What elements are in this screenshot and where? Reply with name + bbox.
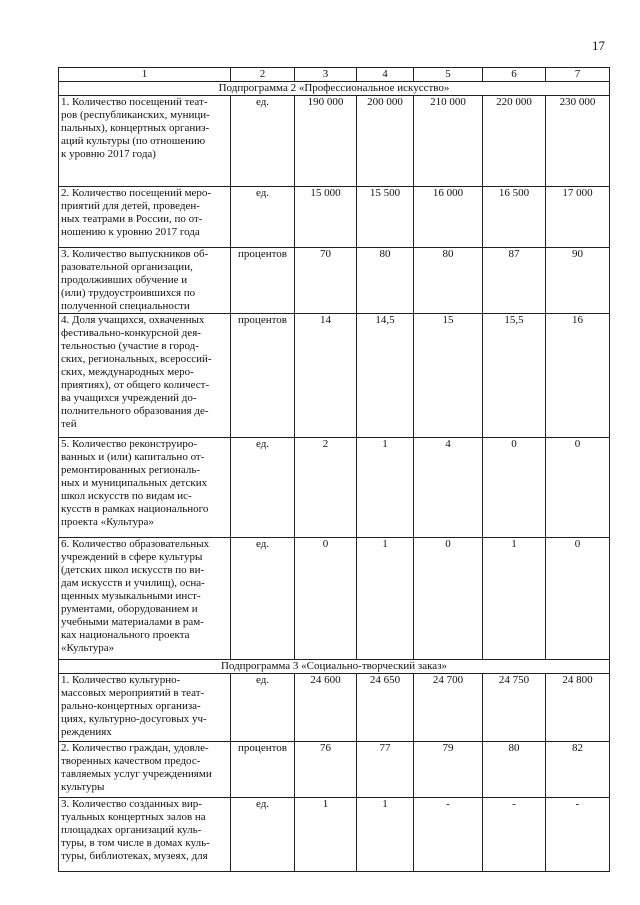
column-number: 6: [483, 68, 546, 82]
column-number: 7: [546, 68, 610, 82]
indicator-cell: 1. Количество культурно- массовых мероприятий в теат- рально-концертных организа- циях, культурно-досуговых уч- реждениях: [59, 674, 231, 742]
unit-cell: процентов: [231, 742, 295, 798]
value-cell: 0: [546, 538, 610, 660]
value-cell: 14,5: [357, 314, 414, 438]
value-cell: 16: [546, 314, 610, 438]
unit-cell: процентов: [231, 248, 295, 314]
table-row: [59, 674, 610, 742]
indicator-cell: 2. Количество посещений меро- приятий для детей, проведен- ных театрами в России, по от- ношению к уровню 2017 года: [59, 187, 231, 248]
unit-cell: ед.: [231, 674, 295, 742]
value-cell: 0: [414, 538, 483, 660]
indicator-cell: 3. Количество выпускников об- разовательной организации, продолживших обучение и (или) трудоустроившихся по полученной специальности: [59, 248, 231, 314]
unit-cell: ед.: [231, 96, 295, 187]
table-row: [59, 742, 610, 798]
value-cell: 16 500: [483, 187, 546, 248]
table-row: [59, 538, 610, 660]
value-cell: -: [546, 798, 610, 872]
value-cell: 15 000: [295, 187, 357, 248]
value-cell: -: [414, 798, 483, 872]
value-cell: 80: [483, 742, 546, 798]
table-row: [59, 96, 610, 187]
table-row: [59, 314, 610, 438]
table-row: [59, 187, 610, 248]
indicator-cell: 6. Количество образовательных учреждений в сфере культуры (детских школ искусств по ви- дам искусств и училищ), осна- щенных музыкальными инст- рументами, оборудованием и учебными материалами в рам- ках национального проекта «Культура»: [59, 538, 231, 660]
value-cell: 4: [414, 438, 483, 538]
unit-cell: ед.: [231, 187, 295, 248]
value-cell: 2: [295, 438, 357, 538]
value-cell: 76: [295, 742, 357, 798]
value-cell: 16 000: [414, 187, 483, 248]
table-row: [59, 248, 610, 314]
value-cell: 24 800: [546, 674, 610, 742]
indicator-cell: 5. Количество реконструиро- ванных и (или) капитально от- ремонтированных региональ- ных и муниципальных детских школ искусств по видам ис- кусств в рамках национального проекта «Культура»: [59, 438, 231, 538]
column-number: 2: [231, 68, 295, 82]
indicator-cell: 2. Количество граждан, удовле- творенных качеством предос- тавляемых услуг учреждениями культуры: [59, 742, 231, 798]
value-cell: 15: [414, 314, 483, 438]
column-number: 5: [414, 68, 483, 82]
value-cell: 87: [483, 248, 546, 314]
value-cell: 82: [546, 742, 610, 798]
value-cell: 1: [357, 798, 414, 872]
subprogram-title: Подпрограмма 3 «Социально-творческий заказ»: [59, 660, 610, 674]
value-cell: 14: [295, 314, 357, 438]
value-cell: 1: [357, 438, 414, 538]
indicator-cell: 3. Количество созданных вир- туальных концертных залов на площадках организаций куль- туры, в том числе в домах куль- туры, библиотеках, музеях, для: [59, 798, 231, 872]
unit-cell: ед.: [231, 798, 295, 872]
value-cell: 80: [414, 248, 483, 314]
value-cell: 70: [295, 248, 357, 314]
value-cell: 1: [357, 538, 414, 660]
subprogram-title: Подпрограмма 2 «Профессиональное искусство»: [59, 82, 610, 96]
unit-cell: ед.: [231, 438, 295, 538]
table-row: [59, 438, 610, 538]
value-cell: 15 500: [357, 187, 414, 248]
value-cell: 230 000: [546, 96, 610, 187]
value-cell: 24 700: [414, 674, 483, 742]
column-number-row: [59, 68, 610, 82]
indicators-table-body: [59, 68, 610, 872]
value-cell: 80: [357, 248, 414, 314]
table-row: [59, 798, 610, 872]
value-cell: 0: [483, 438, 546, 538]
value-cell: 1: [295, 798, 357, 872]
indicators-table: [58, 67, 610, 872]
value-cell: 24 750: [483, 674, 546, 742]
value-cell: 1: [483, 538, 546, 660]
value-cell: 210 000: [414, 96, 483, 187]
value-cell: 24 600: [295, 674, 357, 742]
unit-cell: процентов: [231, 314, 295, 438]
value-cell: 77: [357, 742, 414, 798]
subprogram-row: [59, 660, 610, 674]
column-number: 3: [295, 68, 357, 82]
value-cell: 15,5: [483, 314, 546, 438]
value-cell: 200 000: [357, 96, 414, 187]
value-cell: 79: [414, 742, 483, 798]
subprogram-row: [59, 82, 610, 96]
page-number: 17: [592, 38, 605, 53]
unit-cell: ед.: [231, 538, 295, 660]
value-cell: 17 000: [546, 187, 610, 248]
indicator-cell: 4. Доля учащихся, охваченных фестивально-конкурсной дея- тельностью (участие в город- ских, региональных, всероссий- ских, международных меро- приятиях), от общего количест- ва учащихся учреждений до- полнительного образования де- тей: [59, 314, 231, 438]
value-cell: 90: [546, 248, 610, 314]
value-cell: -: [483, 798, 546, 872]
value-cell: 0: [546, 438, 610, 538]
value-cell: 190 000: [295, 96, 357, 187]
indicator-cell: 1. Количество посещений теат- ров (республиканских, муници- пальных), концертных организ- аций культуры (по отношению к уровню 2017 года): [59, 96, 231, 187]
value-cell: 24 650: [357, 674, 414, 742]
column-number: 4: [357, 68, 414, 82]
value-cell: 0: [295, 538, 357, 660]
value-cell: 220 000: [483, 96, 546, 187]
column-number: 1: [59, 68, 231, 82]
